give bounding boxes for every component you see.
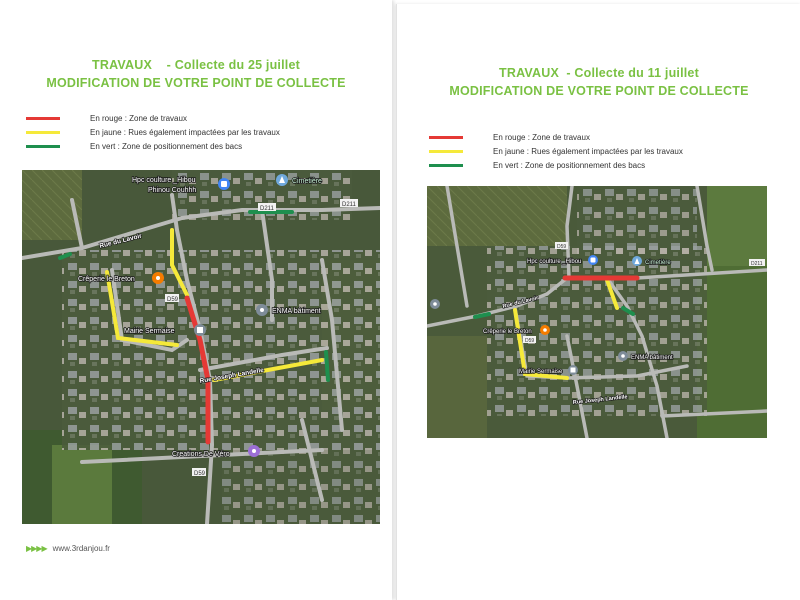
legend-text: En jaune : Rues également impactées par les travaux — [90, 127, 280, 137]
red-line-swatch — [429, 136, 463, 139]
yellow-line-swatch — [26, 131, 60, 134]
satellite-map-left — [22, 170, 380, 524]
title-right-line1: TRAVAUX - Collecte du 11 juillet — [499, 66, 699, 80]
green-line-swatch — [429, 164, 463, 167]
pin-enma[interactable] — [618, 351, 628, 361]
pin-label-hpc-1: Hpc coulture _Hibou — [132, 177, 196, 184]
road-label-d59b: D59 — [194, 471, 206, 477]
pin-cimetiere[interactable] — [276, 174, 288, 186]
pin-label-creations: Creations De Véro — [172, 451, 230, 458]
title-left — [0, 56, 392, 92]
arrows-icon: ▶▶▶▶ — [26, 544, 47, 553]
pin-hpc[interactable] — [588, 255, 598, 265]
road-label-d211: D211 — [751, 261, 763, 267]
legend-right — [429, 130, 683, 172]
red-line-swatch — [26, 117, 60, 120]
pin-creperie[interactable] — [152, 272, 164, 284]
title-left-line1: TRAVAUX - Collecte du 25 juillet — [92, 58, 300, 72]
road-label-d59a: D59 — [167, 297, 179, 303]
road-label-lavoir: Rue du Lavoir — [502, 295, 540, 310]
pin-label-enma: ENMA bâtiment — [631, 355, 673, 361]
legend-left — [26, 111, 280, 153]
yellow-line-swatch — [429, 150, 463, 153]
pin-label-creperie: Crêperie le Breton — [78, 276, 135, 283]
legend-text: En vert : Zone de positionnement des bacs — [493, 160, 646, 170]
pin-label-creperie: Crêperie le Breton — [483, 329, 532, 335]
legend-item-yellow — [429, 144, 683, 158]
road-label-lavoir: Rue du Lavoir — [98, 232, 143, 250]
pin-creations[interactable] — [248, 445, 260, 457]
page-right — [396, 4, 800, 600]
pin-label-cimetiere: Cimetière — [645, 260, 671, 266]
map-right — [427, 186, 767, 438]
legend-text: En jaune : Rues également impactées par les travaux — [493, 146, 683, 156]
legend-item-yellow — [26, 125, 280, 139]
pin-label-enma: ENMA bâtiment — [272, 308, 321, 315]
pin-label-mairie: Mairie Sermaise — [124, 328, 175, 335]
footer-left — [26, 544, 110, 553]
legend-text: En rouge : Zone de travaux — [493, 132, 590, 142]
road-label-d211b: D211 — [342, 202, 356, 208]
satellite-map-right — [427, 186, 767, 438]
pin-hpc[interactable] — [218, 178, 230, 190]
road-label-landelle: Rue Joseph Landelle — [199, 366, 265, 385]
pin-enma[interactable] — [256, 304, 268, 316]
title-right-line2: MODIFICATION DE VOTRE POINT DE COLLECTE — [449, 84, 749, 98]
legend-item-green — [26, 139, 280, 153]
pin-mairie[interactable] — [568, 365, 578, 375]
pin-label-mairie: Mairie Sermaise — [519, 369, 563, 375]
road-label-d59b: D59 — [525, 338, 535, 344]
pin-creperie[interactable] — [540, 325, 550, 335]
pin-label-hpc: Hpc coulture _Hibou — [527, 259, 582, 265]
pin-mairie[interactable] — [194, 324, 206, 336]
page-left — [0, 0, 392, 600]
green-line-swatch — [26, 145, 60, 148]
pin-left-edge[interactable] — [430, 299, 440, 309]
legend-text: En vert : Zone de positionnement des bacs — [90, 141, 243, 151]
pin-label-cimetiere: Cimetière — [292, 178, 322, 185]
map-left — [22, 170, 380, 524]
road-label-d59a: D59 — [557, 244, 567, 250]
legend-text: En rouge : Zone de travaux — [90, 113, 187, 123]
legend-item-green — [429, 158, 683, 172]
footer-url[interactable]: www.3rdanjou.fr — [52, 544, 110, 553]
title-left-line2: MODIFICATION DE VOTRE POINT DE COLLECTE — [46, 76, 346, 90]
legend-item-red — [429, 130, 683, 144]
pin-cimetiere[interactable] — [632, 256, 642, 266]
legend-item-red — [26, 111, 280, 125]
road-label-landelle: Rue Joseph Landelle — [572, 394, 628, 406]
pin-label-hpc-2: Phinou Couhhh — [148, 187, 197, 194]
road-label-d211a: D211 — [260, 206, 274, 212]
title-right — [397, 64, 800, 100]
